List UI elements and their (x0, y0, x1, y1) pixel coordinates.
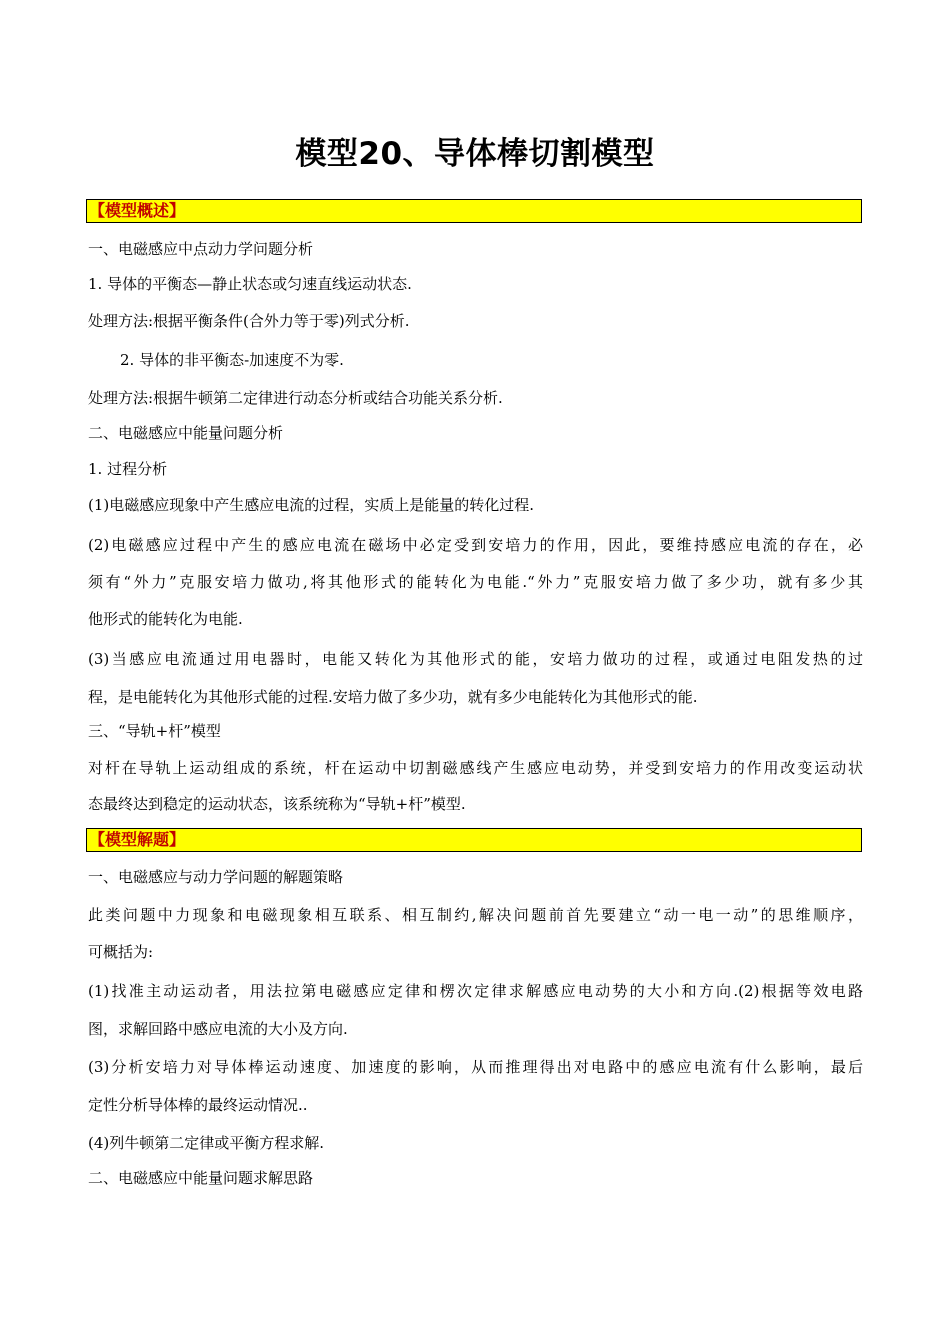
text-line: (1)电磁感应现象中产生感应电流的过程，实质上是能量的转化过程. (88, 496, 535, 514)
text-line: 一、电磁感应与动力学问题的解题策略 (88, 868, 344, 886)
text-line: 他形式的能转化为电能. (88, 610, 243, 628)
text-line: 处理方法:根据牛顿第二定律进行动态分析或结合功能关系分析. (88, 389, 503, 407)
text-line: 一、电磁感应中点动力学问题分析 (88, 240, 314, 258)
text-line: 三、“导轨+杆”模型 (88, 722, 221, 740)
text-line: 须有“外力”克服安培力做功,将其他形式的能转化为电能.“外力”克服安培力做了多少功，就有多少其 (88, 573, 863, 591)
text-line: 图，求解回路中感应电流的大小及方向. (88, 1020, 348, 1038)
text-line: 1. 导体的平衡态—静止状态或匀速直线运动状态. (88, 275, 412, 293)
text-line: 对杆在导轨上运动组成的系统，杆在运动中切割磁感线产生感应电动势，并受到安培力的作用改变运动状 (88, 759, 863, 777)
text-line: 可概括为: (88, 943, 154, 961)
text-line: (4)列牛顿第二定律或平衡方程求解. (88, 1134, 325, 1152)
text-line: 程，是电能转化为其他形式能的过程.安培力做了多少功，就有多少电能转化为其他形式的能. (88, 688, 698, 706)
text-line: 1. 过程分析 (88, 460, 168, 478)
text-line: 处理方法:根据平衡条件(合外力等于零)列式分析. (88, 312, 410, 330)
text-line: 二、电磁感应中能量问题求解思路 (88, 1169, 314, 1187)
text-line: (1)找准主动运动者，用法拉第电磁感应定律和楞次定律求解感应电动势的大小和方向.(2)根据等效电路 (88, 982, 863, 1000)
page-title: 模型20、导体棒切割模型 (295, 136, 655, 172)
text-line: 此类问题中力现象和电磁现象相互联系、相互制约,解决问题前首先要建立“动一电一动”的思维顺序， (88, 906, 863, 924)
text-line: (2)电磁感应过程中产生的感应电流在磁场中必定受到安培力的作用，因此，要维持感应电流的存在，必 (88, 536, 863, 554)
text-line: (3)当感应电流通过用电器时，电能又转化为其他形式的能，安培力做功的过程，或通过电阻发热的过 (88, 650, 863, 668)
text-line: 二、电磁感应中能量问题分析 (88, 424, 284, 442)
text-line: (3)分析安培力对导体棒运动速度、加速度的影响，从而推理得出对电路中的感应电流有什么影响，最后 (88, 1058, 863, 1076)
text-line: 定性分析导体棒的最终运动情况.. (88, 1096, 308, 1114)
text-line: 态最终达到稳定的运动状态，该系统称为“导轨+杆”模型. (88, 795, 466, 813)
text-line: 2. 导体的非平衡态-加速度不为零. (120, 351, 344, 369)
section-header-model-overview: 【模型概述】 (86, 199, 862, 223)
section-header-model-solving: 【模型解题】 (86, 828, 862, 852)
